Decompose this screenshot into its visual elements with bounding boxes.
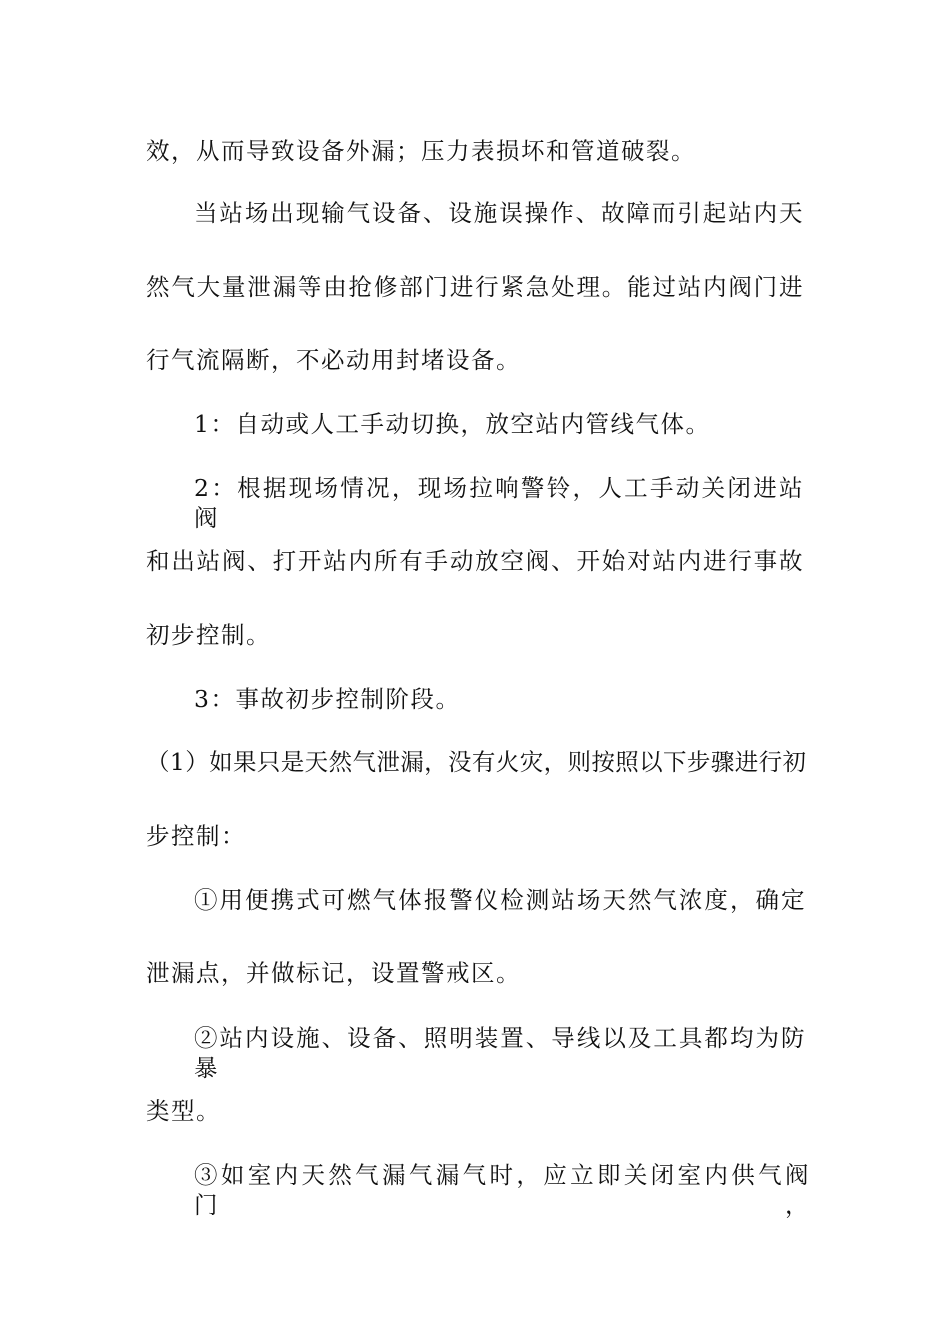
text-line: 步控制： xyxy=(146,822,246,850)
sub-item-1: （1）如果只是天然气泄漏，没有火灾，则按照以下步骤进行初 xyxy=(146,748,806,776)
text-line: 行气流隔断，不必动用封堵设备。 xyxy=(146,346,521,374)
text-line: 初步控制。 xyxy=(146,621,271,649)
circled-item-2: ②站内设施、设备、照明装置、导线以及工具都均为防暴 xyxy=(194,1024,806,1082)
paragraph-start-line: 当站场出现输气设备、设施误操作、故障而引起站内天 xyxy=(194,199,804,227)
text-line: 效，从而导致设备外漏；压力表损坏和管道破裂。 xyxy=(146,137,696,165)
list-item-1: 1：自动或人工手动切换，放空站内管线气体。 xyxy=(194,410,711,438)
text-line: 类型。 xyxy=(146,1097,221,1125)
text-line: 然气大量泄漏等由抢修部门进行紧急处理。能过站内阀门进 xyxy=(146,273,804,301)
list-item-2: 2：根据现场情况，现场拉响警铃，人工手动关闭进站阀 xyxy=(194,474,804,532)
text-line: 泄漏点，并做标记，设置警戒区。 xyxy=(146,959,521,987)
text-line: 和出站阀、打开站内所有手动放空阀、开始对站内进行事故 xyxy=(146,547,804,575)
circled-item-1: ①用便携式可燃气体报警仪检测站场天然气浓度，确定 xyxy=(194,886,806,914)
list-item-3: 3：事故初步控制阶段。 xyxy=(194,685,461,713)
circled-item-3: ③如室内天然气漏气漏气时，应立即关闭室内供气阀门， xyxy=(194,1161,810,1219)
